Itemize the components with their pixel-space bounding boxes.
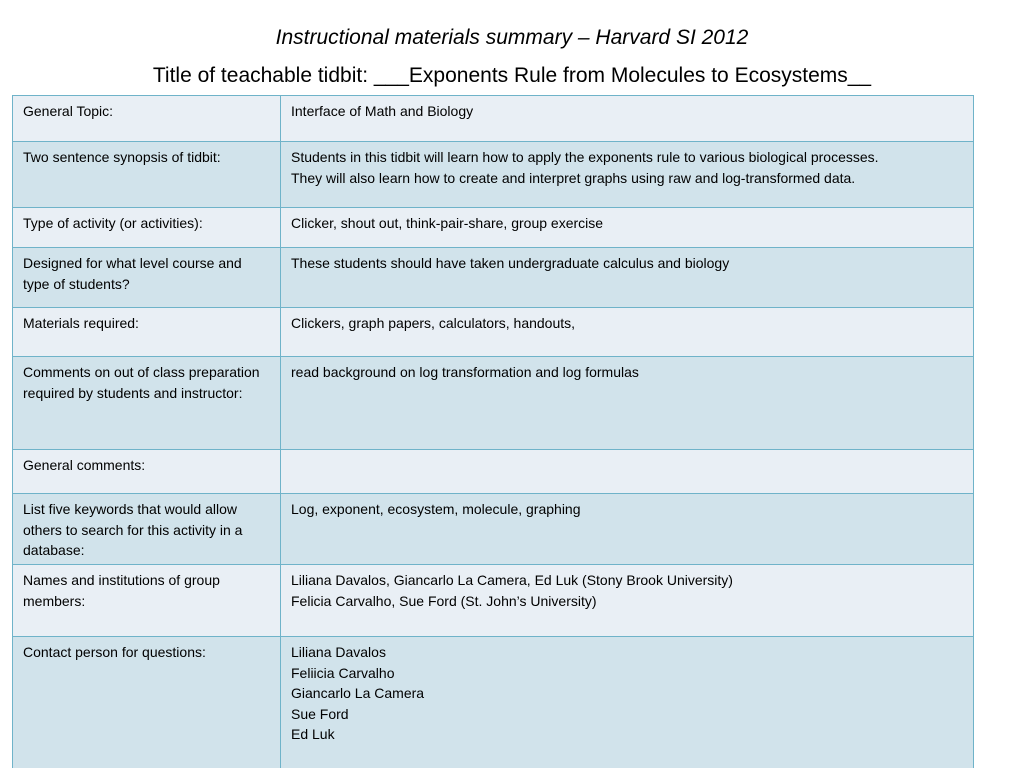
- row-value: [281, 565, 974, 637]
- table-row-activity-type: [13, 208, 974, 248]
- row-label: General Topic:: [13, 96, 281, 142]
- table-row-course-level: [13, 248, 974, 308]
- value-line: read background on log transformation and log formulas: [291, 364, 639, 380]
- summary-table: [12, 95, 974, 768]
- row-label: Comments on out of class preparation required by students and instructor:: [13, 357, 281, 450]
- row-value: [281, 308, 974, 357]
- row-value: [281, 142, 974, 208]
- row-label: Names and institutions of group members:: [13, 565, 281, 637]
- value-line: Ed Luk: [291, 726, 335, 742]
- table-row-group-members: [13, 565, 974, 637]
- row-label: Materials required:: [13, 308, 281, 357]
- value-line: Clicker, shout out, think-pair-share, group exercise: [291, 215, 604, 231]
- row-label: Contact person for questions:: [13, 637, 281, 768]
- row-value: [281, 208, 974, 248]
- row-value: [281, 357, 974, 450]
- table-row-general-topic: [13, 96, 974, 142]
- table-row-general-comments: [13, 450, 974, 494]
- row-value: [281, 494, 974, 565]
- value-line: Feliicia Carvalho: [291, 664, 395, 681]
- table-row-keywords: [13, 494, 974, 565]
- value-line: Felicia Carvalho, Sue Ford (St. John’s University): [291, 592, 597, 609]
- row-label: Type of activity (or activities):: [13, 208, 281, 248]
- row-value: [281, 450, 974, 494]
- row-label: Designed for what level course and type of students?: [13, 248, 281, 308]
- summary-title: Instructional materials summary – Harvard SI 2012: [275, 26, 749, 49]
- row-value: [281, 637, 974, 768]
- value-line: Giancarlo La Camera: [291, 685, 425, 701]
- value-line: Sue Ford: [291, 705, 349, 722]
- row-value: [281, 248, 974, 308]
- table-row-contact: [13, 637, 974, 768]
- value-line: They will also learn how to create and interpret graphs using raw and log-transformed data.: [291, 169, 856, 186]
- tidbit-title: Title of teachable tidbit: ___Exponents Rule from Molecules to Ecosystems__: [152, 64, 872, 87]
- row-label: List five keywords that would allow others to search for this activity in a database:: [13, 494, 281, 565]
- row-value: [281, 96, 974, 142]
- table-row-synopsis: [13, 142, 974, 208]
- value-line: Interface of Math and Biology: [291, 103, 474, 119]
- row-label: General comments:: [13, 450, 281, 494]
- value-line: Log, exponent, ecosystem, molecule, graphing: [291, 501, 581, 517]
- value-line: These students should have taken undergraduate calculus and biology: [291, 255, 730, 271]
- table-row-preparation: [13, 357, 974, 450]
- value-line: Liliana Davalos, Giancarlo La Camera, Ed Luk (Stony Brook University): [291, 572, 733, 588]
- row-label: Two sentence synopsis of tidbit:: [13, 142, 281, 208]
- value-line: Liliana Davalos: [291, 644, 386, 660]
- value-line: Clickers, graph papers, calculators, handouts,: [291, 315, 576, 331]
- table-row-materials: [13, 308, 974, 357]
- value-line: Students in this tidbit will learn how to apply the exponents rule to various biological processes.: [291, 149, 879, 165]
